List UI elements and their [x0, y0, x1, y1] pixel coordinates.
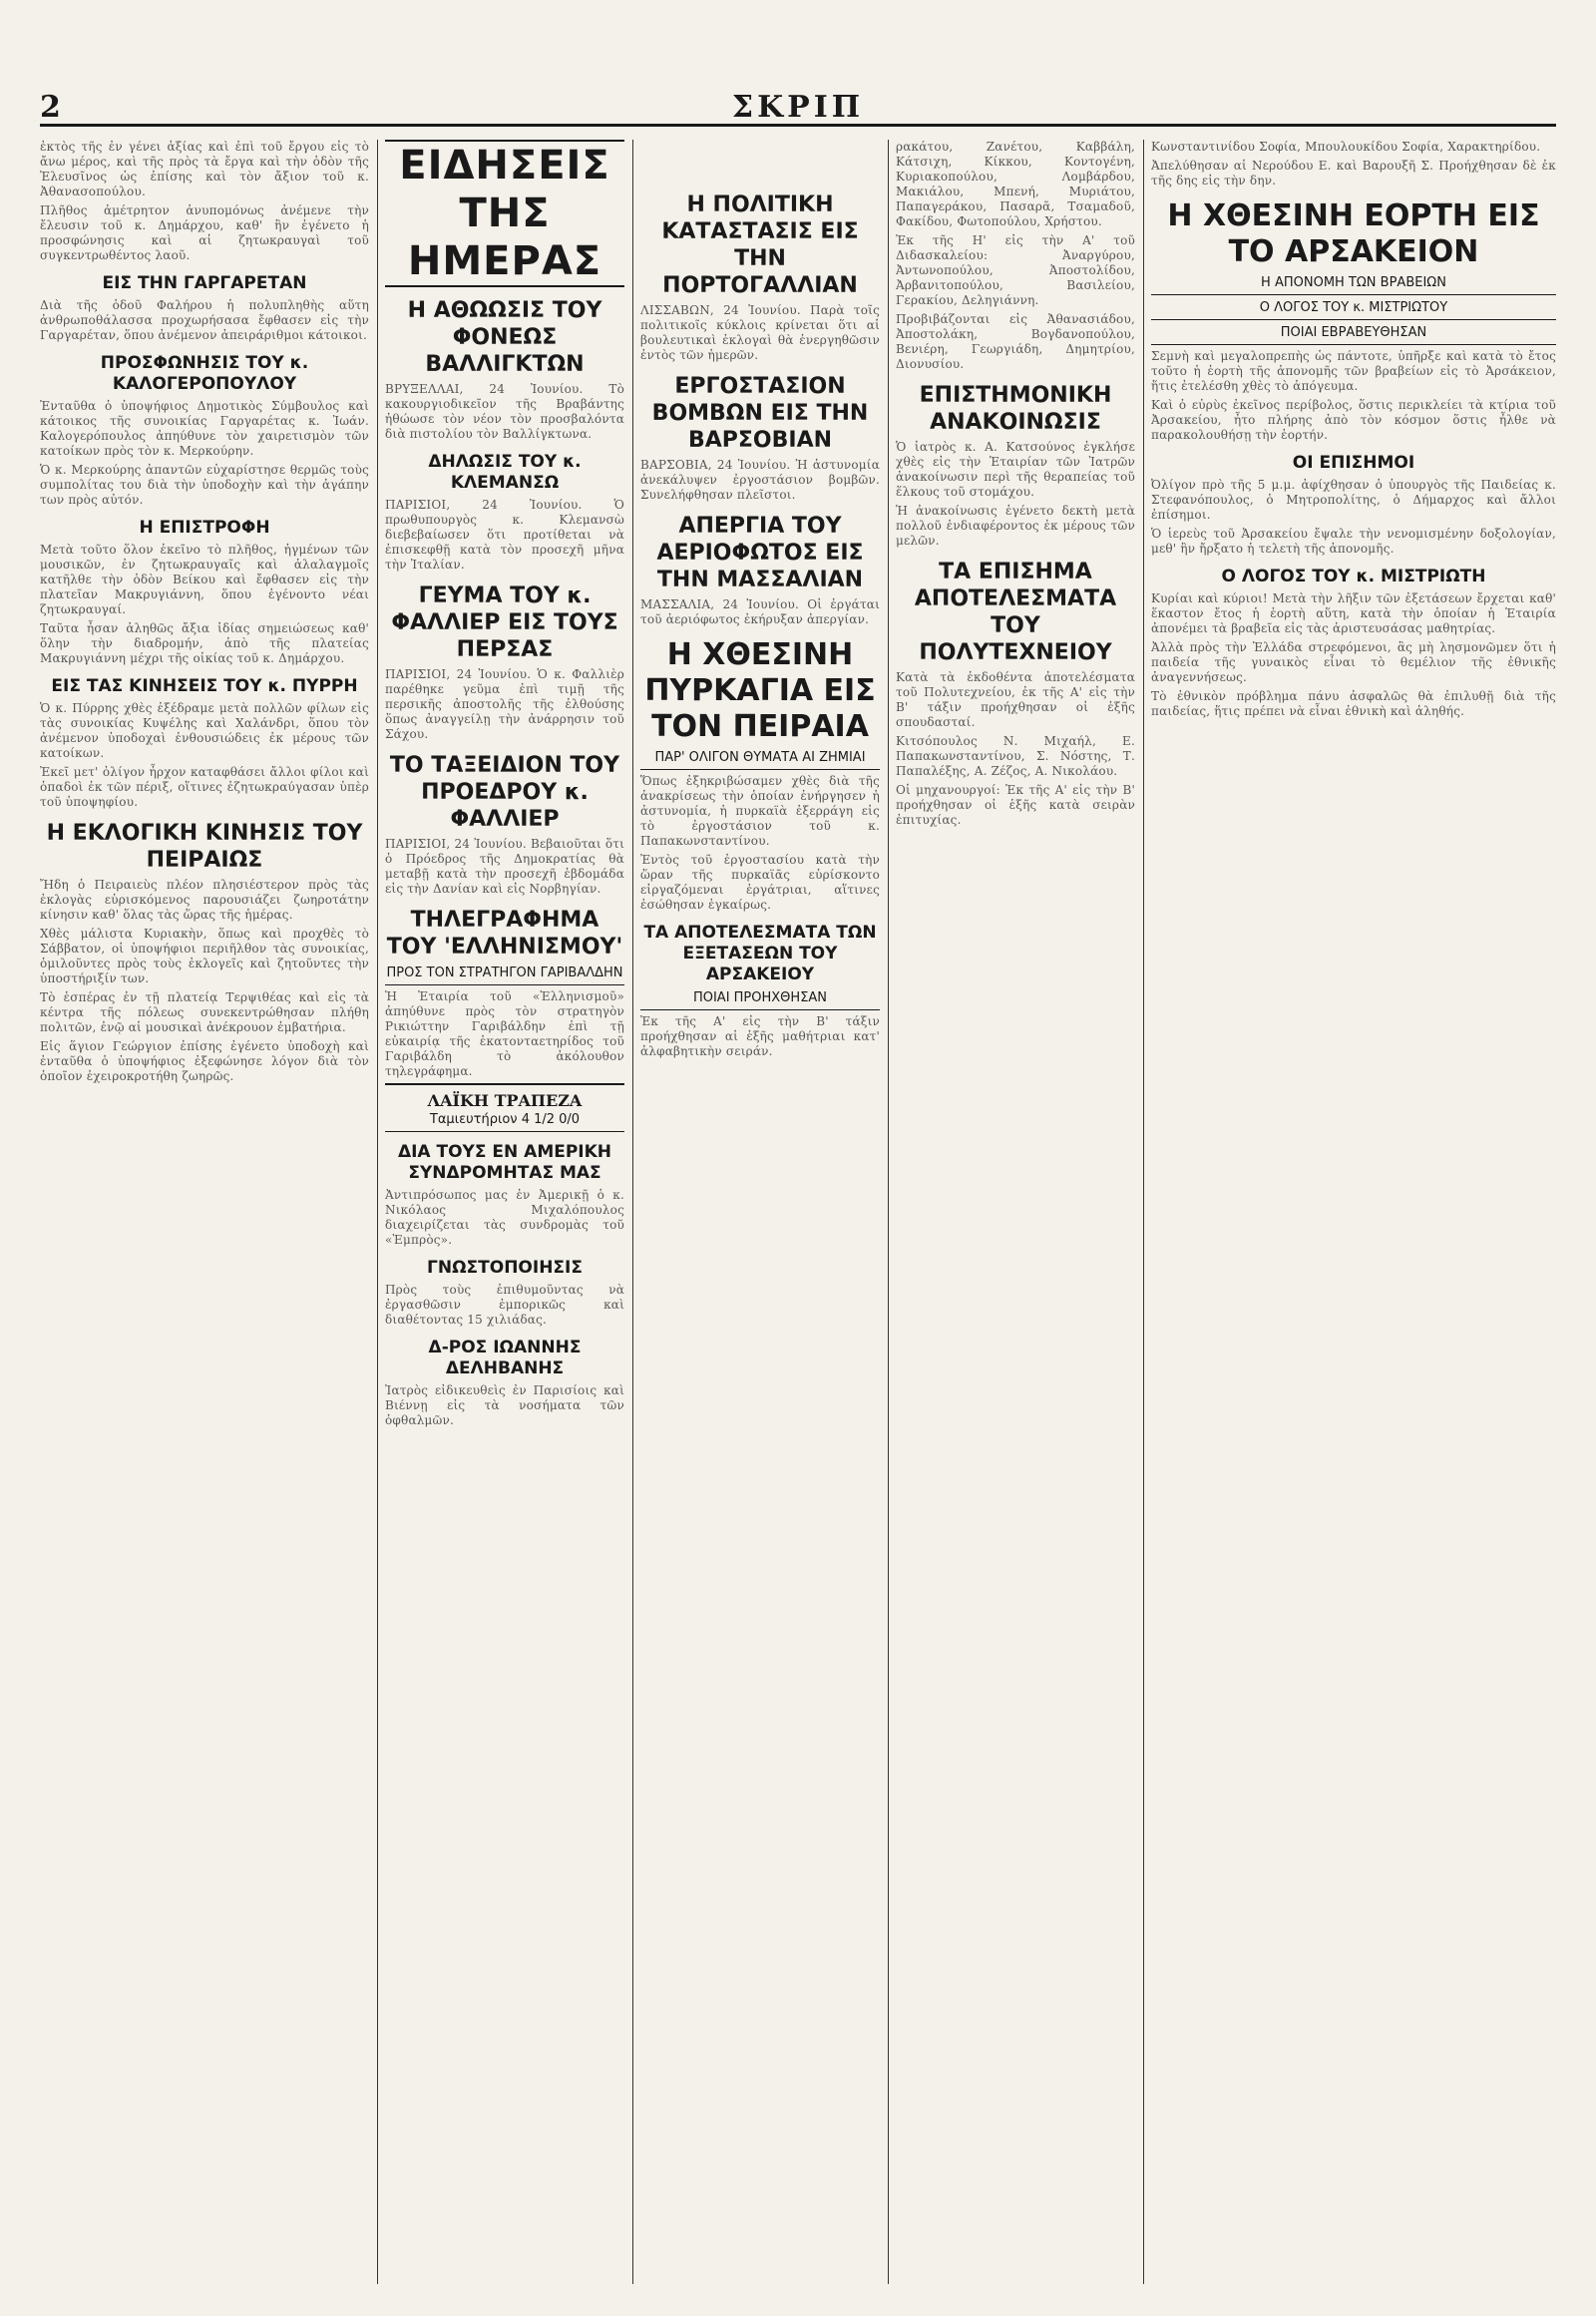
subheadline: ΠΑΡ' ΟΛΙΓΟΝ ΘΥΜΑΤΑ ΑΙ ΖΗΜΙΑΙ: [640, 749, 880, 770]
page-number: 2: [40, 90, 61, 125]
body-text: Οἱ μηχανουργοί: Ἐκ τῆς Α' εἰς τὴν Β' προήχθησαν οἱ ἑξῆς κατὰ σειρὰν ἐπιτυχίας.: [896, 783, 1135, 827]
body-text: Ἐκ τῆς Α' εἰς τὴν Β' τάξιν προήχθησαν αἱ ἑξῆς μαθήτριαι κατ' ἀλφαβητικὴν σειράν.: [640, 1014, 880, 1058]
body-text: Ὁ ἱερεὺς τοῦ Ἀρσακείου ἔψαλε τὴν νενομισμένην δοξολογίαν, μεθ' ἣν ἤρξατο ἡ τελετὴ τῆς ἀπονομῆς.: [1151, 527, 1556, 556]
column-4: [896, 140, 1135, 2284]
body-text: Ἐνταῦθα ὁ ὑποψήφιος Δημοτικὸς Σύμβουλος καὶ κάτοικος τῆς συνοικίας Γαργαρέτας κ. Ἰωάν. Καλογερόπουλος ἀπηύθυνε τὸν χαιρετισμὸν τῶν κατοίκων πρὸς τὸν κ. Μερκούρην.: [40, 399, 369, 458]
body-text: Διὰ τῆς ὁδοῦ Φαλήρου ἡ πολυπληθὴς αὕτη ἀνθρωποθάλασσα προχωρήσασα ἔφθασεν εἰς τὴν Γαργαρέταν, ὅπου ἀνέμενον ἀπειράριθμοι κάτοικοι.: [40, 298, 369, 342]
body-text: Προβιβάζονται εἰς Ἀθανασιάδου, Ἀποστολάκη, Βογδανοπούλου, Βενιέρη, Γεωργιάδη, Δημητρίου, Διονυσίου.: [896, 312, 1135, 371]
column-2: [385, 140, 624, 2284]
column-rule: [888, 140, 889, 2284]
headline: Η ΧΘΕΣΙΝΗ ΕΟΡΤΗ ΕΙΣ ΤΟ ΑΡΣΑΚΕΙΟΝ: [1167, 198, 1540, 269]
ad-title: Δ-ΡΟΣ ΙΩΑΝΝΗΣ ΔΕΛΗΒΑΝΗΣ: [428, 1338, 582, 1378]
body-text: Ἀλλὰ πρὸς τὴν Ἑλλάδα στρεφόμενοι, ἂς μὴ λησμονῶμεν ὅτι ἡ παιδεία τῆς γυναικὸς εἶναι τὸ θεμέλιον τῆς ἐθνικῆς ἀναγεννήσεως.: [1151, 640, 1556, 684]
headline: Η ΠΟΛΙΤΙΚΗ ΚΑΤΑΣΤΑΣΙΣ ΕΙΣ ΤΗΝ ΠΟΡΤΟΓΑΛΛΙΑΝ: [661, 193, 859, 298]
body-text: Εἰς ἅγιον Γεώργιον ἐπίσης ἐγένετο ὑποδοχὴ καὶ ἐνταῦθα ὁ ὑποψήφιος ἐξεφώνησε λόγον διὰ τὸν ὁποῖον ἐχειροκροτήθη ζωηρῶς.: [40, 1039, 369, 1083]
body-text: Ἤδη ὁ Πειραιεὺς πλέον πλησιέστερον πρὸς τὰς ἐκλογὰς εὑρισκόμενος παρουσιάζει ζωηροτάτην κίνησιν καθ' ὅλας τὰς ὥρας τῆς ἡμέρας.: [40, 878, 369, 922]
masthead-title: ΣΚΡΙΠ: [731, 90, 865, 125]
headline: ΤΑ ΕΠΙΣΗΜΑ ΑΠΟΤΕΛΕΣΜΑΤΑ ΤΟΥ ΠΟΛΥΤΕΧΝΕΙΟΥ: [914, 560, 1117, 665]
body-text: ΒΑΡΣΟΒΙΑ, 24 Ἰουνίου. Ἡ ἀστυνομία ἀνεκάλυψεν ἐργοστάσιον βομβῶν. Συνελήφθησαν πλεῖστοι.: [640, 458, 880, 502]
body-text: Κιτσόπουλος Ν. Μιχαήλ, Ε. Παπακωνσταντίνου, Σ. Νόστης, Τ. Παπαλέξης, Α. Ζέζος, Α. Νικολάου.: [896, 734, 1135, 778]
headline: ΕΡΓΟΣΤΑΣΙΟΝ ΒΟΜΒΩΝ ΕΙΣ ΤΗΝ ΒΑΡΣΟΒΙΑΝ: [651, 374, 869, 453]
headline: ΠΡΟΣΦΩΝΗΣΙΣ ΤΟΥ κ. ΚΑΛΟΓΕΡΟΠΟΥΛΟΥ: [100, 353, 309, 394]
body-text: Κωνσταντινίδου Σοφία, Μπουλουκίδου Σοφία, Χαρακτηρίδου.: [1151, 140, 1541, 154]
body-text: ΠΑΡΙΣΙΟΙ, 24 Ἰουνίου. Ὁ πρωθυπουργὸς κ. Κλεμανσὼ διεβεβαίωσεν ὅτι προτίθεται νὰ ἐπισκεφθῇ κατὰ τὸν προσεχῆ μῆνα τὴν Ἰταλίαν.: [385, 498, 624, 572]
headline: ΕΙΣ ΤΑΣ ΚΙΝΗΣΕΙΣ ΤΟΥ κ. ΠΥΡΡΗ: [51, 676, 358, 696]
headline: ΑΠΕΡΓΙΑ ΤΟΥ ΑΕΡΙΟΦΩΤΟΣ ΕΙΣ ΤΗΝ ΜΑΣΣΑΛΙΑΝ: [656, 514, 864, 592]
body-text: Πρὸς τοὺς ἐπιθυμοῦντας νὰ ἐργασθῶσιν ἐμπορικῶς καὶ διαθέτοντας 15 χιλιάδας.: [385, 1283, 624, 1327]
body-text: Μετὰ τοῦτο ὅλον ἐκεῖνο τὸ πλῆθος, ἠγμένων τῶν μουσικῶν, ἐν ζητωκραυγαῖς καὶ ἀλαλαγμοῖς κατῆλθε τὴν ὁδὸν Βείκου καὶ ἔφθασεν εἰς τὴν πλατεῖαν Μακρυγιάννη, ὅπου ἐγένοντο νέαι ζητωκραυγαί.: [40, 543, 369, 616]
body-text: ΛΙΣΣΑΒΩΝ, 24 Ἰουνίου. Παρὰ τοῖς πολιτικοῖς κύκλοις κρίνεται ὅτι αἱ βουλευτικαὶ ἐκλογαὶ θὰ ἐνεργηθῶσιν ἐντὸς τῶν ἡμερῶν.: [640, 303, 880, 362]
body-text: Ὁ κ. Μερκούρης ἀπαντῶν εὐχαρίστησε θερμῶς τοὺς συμπολίτας του διὰ τὴν ὑποδοχὴν καὶ τὴν ἀγάπην των πρὸς αὐτόν.: [40, 463, 369, 507]
ad-title: ΓΝΩΣΤΟΠΟΙΗΣΙΣ: [427, 1258, 583, 1278]
body-text: ρακάτου, Ζανέτου, Καββάλη, Κάτσιχη, Κίκκου, Κοντογένη, Κυριακοπούλου, Λομβάρδου, Μακιάλου, Μπενή, Μυριάτου, Παπαγεράκου, Πασαρᾶ, Τσαμαδοῦ, Φακίδου, Φωτοπούλου, Χρήστου.: [896, 140, 1135, 228]
body-text: ΜΑΣΣΑΛΙΑ, 24 Ἰουνίου. Οἱ ἐργάται τοῦ ἀεριόφωτος ἐκήρυξαν ἀπεργίαν.: [640, 597, 880, 626]
body-text: Ὁ ἰατρὸς κ. Α. Κατσούνος ἐγκλήσε χθὲς εἰς τὴν Ἑταιρίαν τῶν Ἰατρῶν ἀνακοίνωσιν περὶ τῆς θεραπείας τοῦ ἕλκους τοῦ στομάχου.: [896, 440, 1135, 499]
headline: ΤΑ ΑΠΟΤΕΛΕΣΜΑΤΑ ΤΩΝ ΕΞΕΤΑΣΕΩΝ ΤΟΥ ΑΡΣΑΚΕΙΟΥ: [643, 923, 877, 984]
ad-title: ΛΑΪΚΗ ΤΡΑΠΕΖΑ: [385, 1083, 624, 1111]
body-text: Ὁ κ. Πύρρης χθὲς ἐξέδραμε μετὰ πολλῶν φίλων εἰς τὰς συνοικίας Κυψέλης καὶ Χαλάνδρι, ὅπου τὸν ἀνέμενον ὑποδοχαὶ ἐνθουσιώδεις ἐκ μέρους τῶν κατοίκων.: [40, 701, 369, 760]
body-text: Ἀπελύθησαν αἱ Νερούδου Ε. καὶ Βαρουξῆ Σ. Προήχθησαν δὲ ἐκ τῆς δης εἰς τὴν δην.: [1151, 159, 1556, 188]
headline: Η ΕΚΛΟΓΙΚΗ ΚΙΝΗΣΙΣ ΤΟΥ ΠΕΙΡΑΙΩΣ: [46, 821, 363, 873]
subheadline: Ο ΛΟΓΟΣ ΤΟΥ κ. ΜΙΣΤΡΙΩΤΟΥ: [1151, 299, 1556, 320]
headline: ΤΟ ΤΑΞΕΙΔΙΟΝ ΤΟΥ ΠΡΟΕΔΡΟΥ κ. ΦΑΛΛΙΕΡ: [389, 753, 620, 832]
body-text: Ἡ Ἑταιρία τοῦ «Ἑλληνισμοῦ» ἀπηύθυνε πρὸς τὸν στρατηγὸν Ρικιώττην Γαριβάλδην ἐπὶ τῇ εὐκαιρίᾳ τῆς ἑκατονταετηρίδος τοῦ Γαριβάλδη τὸ ἀκόλουθον τηλεγράφημα.: [385, 989, 624, 1078]
body-text: Καὶ ὁ εὐρὺς ἐκεῖνος περίβολος, ὅστις περικλείει τὰ κτίρια τοῦ Ἀρσακείου, ἦτο πλήρης ἀπὸ τὸν κόσμον ὅστις ἦλθε νὰ παρακολουθήσῃ τὴν ἑορτήν.: [1151, 398, 1556, 442]
headline: Η ΑΘΩΩΣΙΣ ΤΟΥ ΦΟΝΕΩΣ ΒΑΛΛΙΓΚΤΩΝ: [407, 298, 602, 377]
headline: ΕΙΣ ΤΗΝ ΓΑΡΓΑΡΕΤΑΝ: [102, 273, 307, 293]
body-text: Τὸ ἐθνικὸν πρόβλημα πάνυ ἀσφαλῶς θὰ ἐπιλυθῇ διὰ τῆς παιδείας, ἥτις πρέπει νὰ εἶναι ἐθνικὴ καὶ ἀληθής.: [1151, 689, 1556, 718]
body-text: Ἀντιπρόσωπος μας ἐν Ἀμερικῇ ὁ κ. Νικόλαος Μιχαλόπουλος διαχειρίζεται τὰς συνδρομὰς τοῦ «Ἐμπρὸς».: [385, 1188, 624, 1247]
body-text: Κυρίαι καὶ κύριοι! Μετὰ τὴν λῆξιν τῶν ἐξετάσεων ἔρχεται καθ' ἕκαστον ἔτος ἡ ἑορτὴ αὕτη, κατὰ τὴν ὁποίαν ἡ Ἑταιρία ἀπονέμει τὰ βραβεῖα εἰς τὰς ἀριστευσάσας μαθητρίας.: [1151, 591, 1556, 635]
headline: Η ΧΘΕΣΙΝΗ ΠΥΡΚΑΓΙΑ ΕΙΣ ΤΟΝ ΠΕΙΡΑΙΑ: [644, 637, 876, 744]
headline: ΕΠΙΣΤΗΜΟΝΙΚΗ ΑΝΑΚΟΙΝΩΣΙΣ: [919, 383, 1112, 435]
ad-rate: Ταμιευτήριον 4 1/2 0/0: [385, 1111, 624, 1132]
body-text: Ἐντὸς τοῦ ἐργοστασίου κατὰ τὴν ὥραν τῆς πυρκαϊᾶς εὑρίσκοντο εἰργαζόμεναι ἐργάτριαι, αἵτινες ἐσώθησαν ἐγκαίρως.: [640, 853, 880, 912]
body-text: ΒΡΥΞΕΛΛΑΙ, 24 Ἰουνίου. Τὸ κακουργιοδικεῖον τῆς Βραβάντης ἠθώωσε τὸν νέον τὸν προσβαλόντα διὰ πιστολίου τὸν Βαλλίγκτωνα.: [385, 382, 624, 441]
column-rule: [1143, 140, 1144, 2284]
column-1: [40, 140, 369, 2284]
column-rule: [377, 140, 378, 2284]
headline: Ο ΛΟΓΟΣ ΤΟΥ κ. ΜΙΣΤΡΙΩΤΗ: [1221, 567, 1486, 586]
body-text: Σεμνὴ καὶ μεγαλοπρεπὴς ὡς πάντοτε, ὑπῆρξε καὶ κατὰ τὸ ἔτος τοῦτο ἡ ἑορτὴ τῆς ἀπονομῆς τῶν βραβείων εἰς τὸ Ἀρσάκειον, ἥτις ἐτελέσθη χθὲς τὸ ἀπόγευμα.: [1151, 349, 1556, 393]
headline: ΤΗΛΕΓΡΑΦΗΜΑ ΤΟΥ 'ΕΛΛΗΝΙΣΜΟΥ': [386, 908, 623, 960]
headline: Η ΕΠΙΣΤΡΟΦΗ: [139, 518, 270, 538]
subheadline: ΠΟΙΑΙ ΠΡΟΗΧΘΗΣΑΝ: [640, 989, 880, 1010]
body-text: Πλῆθος ἀμέτρητον ἀνυπομόνως ἀνέμενε τὴν ἔλευσιν τοῦ κ. Δημάρχου, καθ' ἣν ἐγένετο ἡ προσφώνησις καὶ αἱ ζητωκραυγαὶ τοῦ συγκεντρωθέντος λαοῦ.: [40, 203, 369, 262]
body-text: Ὀλίγον πρὸ τῆς 5 μ.μ. ἀφίχθησαν ὁ ὑπουργὸς τῆς Παιδείας κ. Στεφανόπουλος, ὁ Μητροπολίτης, ὁ Δήμαρχος καὶ ἄλλοι ἐπίσημοι.: [1151, 478, 1556, 522]
body-text: Ἡ ἀνακοίνωσις ἐγένετο δεκτὴ μετὰ πολλοῦ ἐνδιαφέροντος ἐκ μέρους τῶν μελῶν.: [896, 504, 1135, 548]
subheadline: ΠΡΟΣ ΤΟΝ ΣΤΡΑΤΗΓΟΝ ΓΑΡΙΒΑΛΔΗΝ: [385, 965, 624, 985]
headline: ΓΕΥΜΑ ΤΟΥ κ. ΦΑΛΛΙΕΡ ΕΙΣ ΤΟΥΣ ΠΕΡΣΑΣ: [391, 583, 618, 662]
column-rule: [632, 140, 633, 2284]
body-text: Τὸ ἑσπέρας ἐν τῇ πλατείᾳ Τερψιθέας καὶ εἰς τὰ κέντρα τῆς πόλεως συνεκεντρώθησαν πλήθη πολιτῶν, ἐνῷ αἱ μουσικαὶ ἀνέκρουον ἐμβατήρια.: [40, 990, 369, 1034]
column-3: [640, 140, 880, 2284]
body-text: Κατὰ τὰ ἐκδοθέντα ἀποτελέσματα τοῦ Πολυτεχνείου, ἐκ τῆς Α' εἰς τὴν Β' τάξιν προήχθησαν οἱ ἑξῆς σπουδασταί.: [896, 670, 1135, 729]
masthead: [40, 90, 1556, 127]
body-text: Ἐκεῖ μετ' ὀλίγον ἦρχον καταφθάσει ἄλλοι φίλοι καὶ ὁπαδοὶ ἐκ τῶν πέριξ, οἵτινες ἐζητωκραύγασαν ὑπὲρ τοῦ ὑποψηφίου.: [40, 765, 369, 809]
body-text: Ἐκ τῆς Η' εἰς τὴν Α' τοῦ Διδασκαλείου: Ἀναργύρου, Ἀντωνοπούλου, Ἀποστολίδου, Ἀρβανιτοπούλου, Βασιλείου, Γερακίου, Δεληγιάννη.: [896, 233, 1135, 307]
column-5: [1151, 140, 1556, 2284]
body-text: ΠΑΡΙΣΙΟΙ, 24 Ἰουνίου. Ὁ κ. Φαλλιὲρ παρέθηκε γεῦμα ἐπὶ τιμῇ τῆς περσικῆς ἀποστολῆς τῆς ἐλθούσης ὅπως ἀναγγείλῃ τὴν ἀνάρρησιν τοῦ Σάχου.: [385, 667, 624, 741]
body-text: ΠΑΡΙΣΙΟΙ, 24 Ἰουνίου. Βεβαιοῦται ὅτι ὁ Πρόεδρος τῆς Δημοκρατίας θὰ μεταβῇ κατὰ τὴν προσεχῆ ἑβδομάδα εἰς τὴν Δανίαν καὶ εἰς Νορβηγίαν.: [385, 837, 624, 896]
body-text: Χθὲς μάλιστα Κυριακὴν, ὅπως καὶ προχθὲς τὸ Σάββατον, οἱ ὑποψήφιοι περιῆλθον τὰς συνοικίας, ὁμιλοῦντες πρὸς τοὺς ἐκλογεῖς καὶ ζητοῦντες τὴν ὑποστήριξίν των.: [40, 927, 369, 985]
subheadline: Η ΑΠΟΝΟΜΗ ΤΩΝ ΒΡΑΒΕΙΩΝ: [1151, 274, 1556, 295]
ad-title: ΔΙΑ ΤΟΥΣ ΕΝ ΑΜΕΡΙΚΗ ΣΥΝΔΡΟΜΗΤΑΣ ΜΑΣ: [397, 1142, 612, 1183]
body-text: Ταῦτα ἦσαν ἀληθῶς ἄξια ἰδίας σημειώσεως καθ' ὅλην τὴν διαδρομήν, ἀπὸ τῆς πλατείας Μακρυγιάννη μέχρι τῆς οἰκίας τοῦ κ. Δημάρχου.: [40, 621, 369, 665]
body-text: ἐκτὸς τῆς ἐν γένει ἀξίας καὶ ἐπὶ τοῦ ἔργου εἰς τὸ ἄνω μέρος, καὶ τῆς πρὸς τὰ ἔργα καὶ τὴν ὁδὸν τῆς Ἐλευσῖνος ὡς ἐπίσης καὶ τὸν ἄξιον τοῦ κ. Ἀθανασοπούλου.: [40, 140, 369, 198]
headline: ΔΗΛΩΣΙΣ ΤΟΥ κ. ΚΛΕΜΑΝΣΩ: [428, 452, 582, 493]
body-text: Ὅπως ἐξηκριβώσαμεν χθὲς διὰ τῆς ἀνακρίσεως τὴν ὁποίαν ἐνήργησεν ἡ ἀστυνομία, ἡ πυρκαϊὰ ἐξερράγη εἰς τὸ ἐργοστάσιον τοῦ κ. Παπακωνσταντίνου.: [640, 774, 880, 848]
body-text: Ἰατρὸς εἰδικευθεὶς ἐν Παρισίοις καὶ Βιέννῃ εἰς τὰ νοσήματα τῶν ὀφθαλμῶν.: [385, 1383, 624, 1427]
section-banner: ΕΙΔΗΣΕΙΣ ΤΗΣ ΗΜΕΡΑΣ: [385, 140, 624, 287]
headline: ΟΙ ΕΠΙΣΗΜΟΙ: [1292, 453, 1415, 473]
subheadline: ΠΟΙΑΙ ΕΒΡΑΒΕΥΘΗΣΑΝ: [1151, 324, 1556, 345]
